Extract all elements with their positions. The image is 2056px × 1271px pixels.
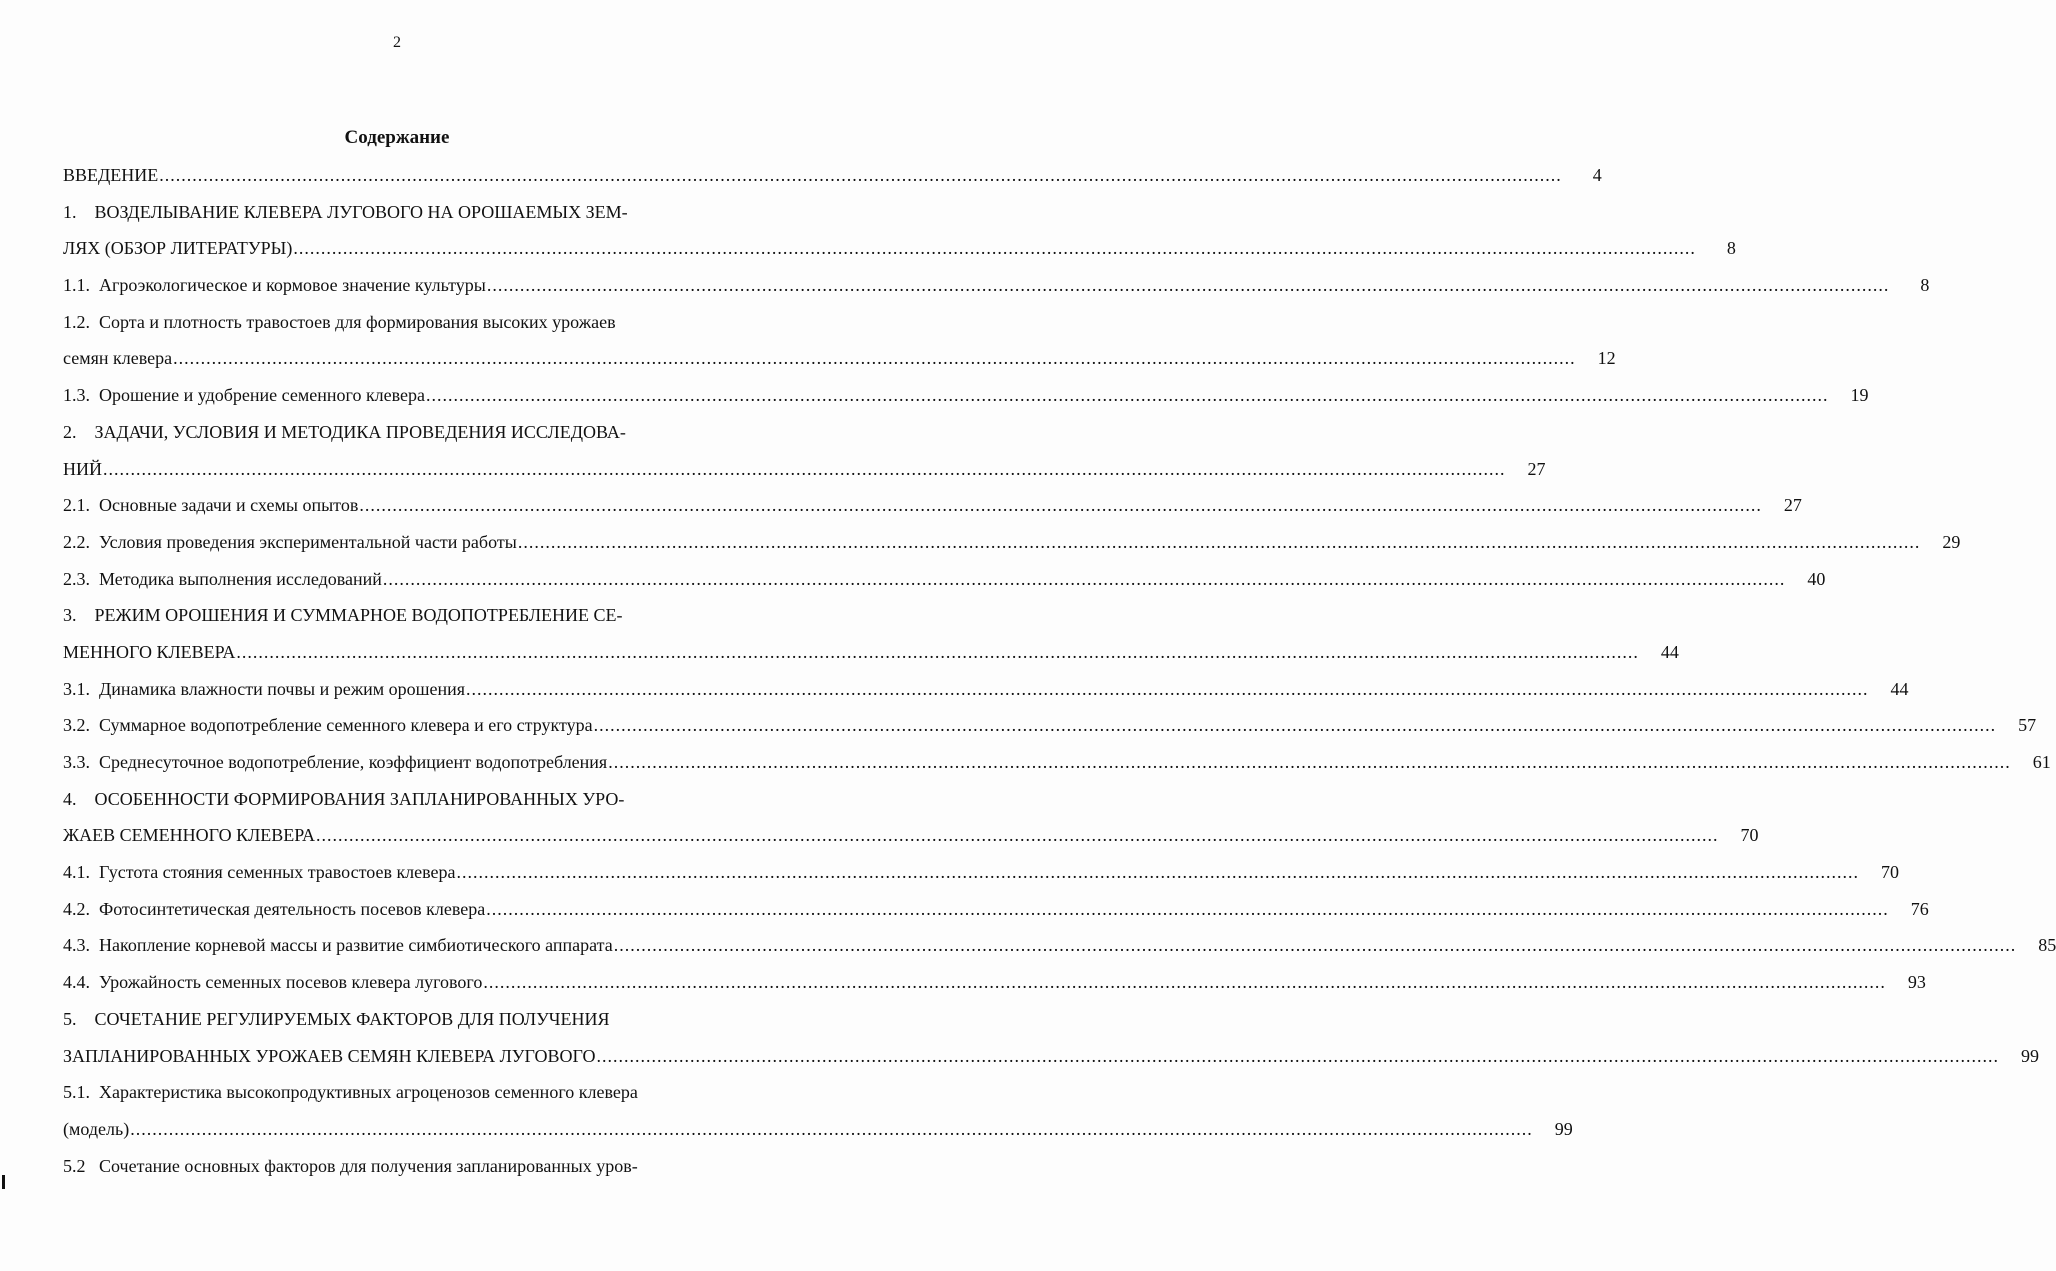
dot-leader — [466, 671, 1869, 708]
dot-leader — [457, 854, 1860, 891]
toc-page-number: 57 — [2018, 715, 2037, 736]
toc-entry — [63, 781, 1759, 854]
dot-leader — [518, 524, 1921, 561]
toc-entry — [63, 267, 1930, 304]
dot-leader — [596, 1038, 1999, 1075]
toc-line — [63, 964, 1926, 1001]
toc-page-number: 12 — [1597, 348, 1616, 369]
toc-entry-text: 5. СОЧЕТАНИЕ РЕГУЛИРУЕМЫХ ФАКТОРОВ ДЛЯ ПОЛУЧЕНИЯ — [63, 1008, 610, 1029]
toc-line — [63, 230, 1736, 267]
toc-entry-text: семян клевера — [63, 348, 173, 369]
dot-leader — [316, 817, 1719, 854]
toc-entry-text: ВВЕДЕНИЕ — [63, 165, 159, 185]
toc-entry — [63, 524, 1961, 561]
toc-page-number: 29 — [1942, 531, 1961, 552]
toc-page-number: 27 — [1783, 495, 1802, 516]
toc-entry-text: 4.3. Накопление корневой массы и развитие симбиотического аппарата — [63, 935, 613, 956]
toc-line — [63, 524, 1961, 561]
toc-entry-text: 5.1. Характеристика высокопродуктивных агроценозов семенного клевера — [63, 1082, 638, 1103]
toc-page-number: 93 — [1907, 972, 1926, 993]
toc-entry-text: 2. ЗАДАЧИ, УСЛОВИЯ И МЕТОДИКА ПРОВЕДЕНИЯ ИССЛЕДОВА- — [63, 421, 626, 442]
toc-title: Содержание — [344, 127, 450, 148]
toc-page-number: 27 — [1527, 458, 1546, 479]
toc-entry-text: 3.3. Среднесуточное водопотребление, коэффициент водопотребления — [63, 752, 608, 772]
toc-line — [63, 927, 2056, 964]
toc-entry — [63, 414, 1546, 487]
toc-line — [63, 561, 1826, 598]
toc-entry — [63, 891, 1929, 928]
toc-line — [63, 597, 753, 634]
toc-line — [63, 340, 1616, 377]
toc-page-number: 8 — [1726, 238, 1736, 259]
toc-line — [63, 304, 753, 341]
toc-line — [63, 634, 1679, 671]
toc-entry-text: 3. РЕЖИМ ОРОШЕНИЯ И СУММАРНОЕ ВОДОПОТРЕБЛЕНИЕ СЕ- — [63, 605, 623, 626]
toc-line — [63, 377, 1869, 414]
dot-leader — [483, 964, 1886, 1001]
toc-entry-text: (модель) — [63, 1118, 130, 1139]
dot-leader — [293, 230, 1696, 267]
toc-page-number: 99 — [1554, 1118, 1573, 1139]
dot-leader — [236, 634, 1639, 671]
toc-page-number: 40 — [1807, 568, 1826, 589]
toc-entry — [63, 1148, 753, 1185]
toc-entry-text: 1.2. Сорта и плотность травостоев для формирования высоких урожаев — [63, 311, 616, 332]
dot-leader — [159, 157, 1562, 194]
toc-entry — [63, 194, 1736, 267]
toc-page-number: 44 — [1660, 641, 1679, 662]
toc-line — [63, 1001, 753, 1038]
dot-leader — [359, 487, 1762, 524]
toc-page-number: 76 — [1910, 898, 1929, 919]
toc-line — [63, 744, 2051, 781]
toc-page-number: 61 — [2032, 752, 2051, 772]
toc-line — [63, 707, 2037, 744]
dot-leader — [594, 707, 1997, 744]
toc-entry-text: 2.1. Основные задачи и схемы опытов — [63, 495, 359, 516]
toc-entry-text: МЕННОГО КЛЕВЕРА — [63, 641, 236, 662]
toc-entry-text: НИЙ — [63, 458, 102, 479]
toc-entry — [63, 964, 1926, 1001]
toc-entry-text: 4.4. Урожайность семенных посевов клевера лугового — [63, 972, 483, 993]
toc-line — [63, 817, 1759, 854]
toc-line — [63, 267, 1930, 304]
toc-entry-text: 1. ВОЗДЕЛЫВАНИЕ КЛЕВЕРА ЛУГОВОГО НА ОРОШАЕМЫХ ЗЕМ- — [63, 201, 628, 222]
toc-entry — [63, 157, 1602, 194]
toc-page-number: 19 — [1850, 385, 1869, 406]
toc-entry-text: 4.2. Фотосинтетическая деятельность посевов клевера — [63, 898, 486, 919]
toc-entry — [63, 854, 1900, 891]
toc-entry — [63, 487, 1802, 524]
toc-entry — [63, 707, 2037, 744]
toc-entry — [63, 927, 2056, 964]
toc-line — [63, 451, 1546, 488]
toc-line — [63, 1074, 753, 1111]
table-of-contents — [63, 157, 2056, 1184]
toc-line — [63, 194, 753, 231]
toc-line — [63, 1038, 2039, 1075]
toc-entry-text: 2.2. Условия проведения экспериментальной части работы — [63, 531, 517, 552]
toc-entry — [63, 671, 1909, 708]
toc-line — [63, 487, 1802, 524]
toc-line — [63, 781, 753, 818]
toc-entry — [63, 377, 1869, 414]
toc-page-number: 99 — [2020, 1045, 2039, 1066]
toc-entry-text: 4. ОСОБЕННОСТИ ФОРМИРОВАНИЯ ЗАПЛАНИРОВАННЫХ УРО- — [63, 788, 625, 809]
toc-entry-text: 3.1. Динамика влажности почвы и режим орошения — [63, 678, 466, 699]
toc-entry-text: 5.2 Сочетание основных факторов для получения запланированных уров- — [63, 1155, 638, 1176]
toc-entry-text: ЛЯХ (ОБЗОР ЛИТЕРАТУРЫ) — [63, 238, 293, 259]
toc-entry — [63, 597, 1679, 670]
dot-leader — [487, 267, 1890, 304]
toc-line — [63, 671, 1909, 708]
dot-leader — [426, 377, 1829, 414]
toc-line — [63, 157, 1602, 194]
toc-entry-text: 2.3. Методика выполнения исследований — [63, 568, 382, 589]
dot-leader — [173, 340, 1576, 377]
margin-mark — [2, 1175, 5, 1189]
toc-entry — [63, 561, 1826, 598]
toc-entry-text: 1.1. Агроэкологическое и кормовое значение культуры — [63, 275, 486, 296]
dot-leader — [103, 451, 1506, 488]
toc-entry-text: 3.2. Суммарное водопотребление семенного клевера и его структура — [63, 715, 593, 736]
toc-page-number: 85 — [2038, 935, 2056, 956]
dot-leader — [614, 927, 2017, 964]
toc-line — [63, 1148, 753, 1185]
toc-line — [63, 1111, 1573, 1148]
toc-line — [63, 854, 1900, 891]
toc-page-number: 8 — [1920, 275, 1930, 296]
page-number: 2 — [393, 34, 401, 51]
toc-entry-text: 4.1. Густота стояния семенных травостоев клевера — [63, 862, 456, 883]
toc-entry-text: ЗАПЛАНИРОВАННЫХ УРОЖАЕВ СЕМЯН КЛЕВЕРА ЛУГОВОГО — [63, 1045, 596, 1066]
toc-page-number: 70 — [1881, 862, 1900, 883]
toc-entry — [63, 304, 1616, 377]
toc-entry — [63, 1001, 2039, 1074]
toc-page-number: 70 — [1740, 825, 1759, 846]
toc-page-number: 4 — [1592, 165, 1602, 185]
toc-entry — [63, 1074, 1573, 1147]
dot-leader — [608, 744, 2011, 781]
dot-leader — [486, 891, 1889, 928]
toc-line — [63, 414, 753, 451]
dot-leader — [130, 1111, 1533, 1148]
toc-page-number: 44 — [1890, 678, 1909, 699]
toc-entry-text: 1.3. Орошение и удобрение семенного клевера — [63, 385, 426, 406]
dot-leader — [383, 561, 1786, 598]
toc-line — [63, 891, 1929, 928]
toc-entry-text: ЖАЕВ СЕМЕННОГО КЛЕВЕРА — [63, 825, 315, 846]
toc-entry — [63, 744, 2051, 781]
